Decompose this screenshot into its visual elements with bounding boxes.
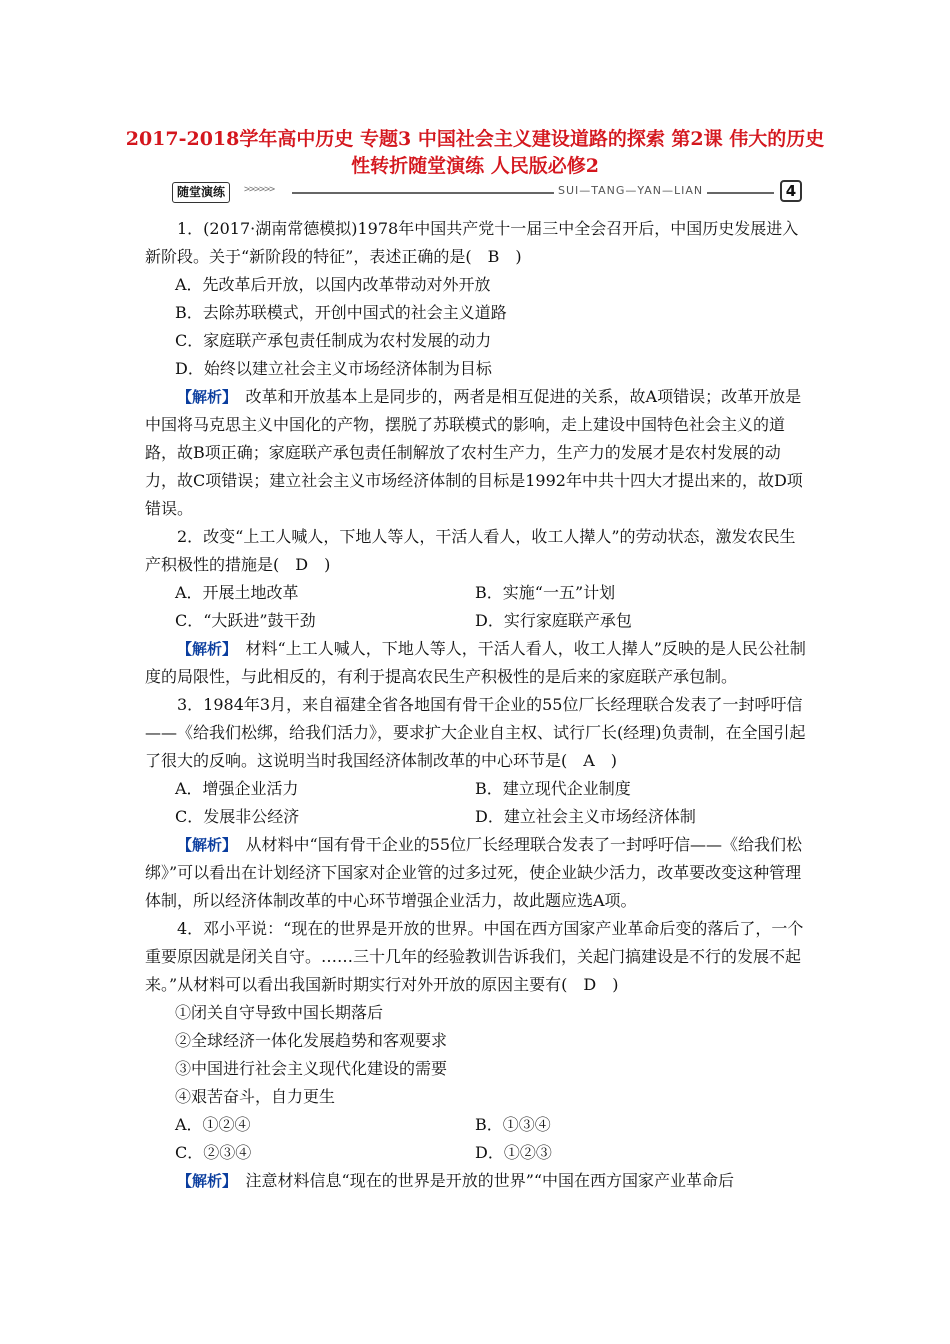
question-2-option-c: C．“大跃进”鼓干劲 [175, 611, 316, 630]
question-3-explanation [145, 831, 810, 915]
question-4-item-1: ①闭关自守导致中国长期落后 [175, 1003, 384, 1022]
question-3-option-a: A．增强企业活力 [175, 779, 299, 798]
section-label: 随堂演练 [172, 182, 230, 203]
question-4-option-c: C．②③④ [175, 1143, 252, 1162]
question-1-explanation [145, 383, 810, 523]
arrows-decoration: >>>>>> [244, 184, 275, 195]
explanation-text: 材料“上工人喊人，下地人等人，干活人看人，收工人撵人”反映的是人民公社制度的局限性，与此相反的，有利于提高农民生产积极性的是后来的家庭联产承包制。 [145, 639, 806, 686]
question-1-stem: 1．(2017·湖南常德模拟)1978年中国共产党十一届三中全会召开后，中国历史发展进入新阶段。关于“新阶段的特征”，表述正确的是( B ) [145, 219, 799, 266]
question-2-options-row-2 [145, 607, 810, 635]
question-2-option-d: D．实行家庭联产承包 [475, 611, 632, 630]
explanation-text: 注意材料信息“现在的世界是开放的世界”“中国在西方国家产业革命后 [229, 1171, 735, 1190]
question-3-options-row-2 [145, 803, 810, 831]
question-4-option-b: B．①③④ [475, 1115, 551, 1134]
question-1-option-c: C．家庭联产承包责任制成为农村发展的动力 [175, 331, 492, 350]
question-list [145, 215, 810, 1195]
explanation-tag: 【解析】 [177, 1172, 230, 1190]
question-2-options-row-1 [145, 579, 810, 607]
section-banner [172, 180, 802, 204]
question-1-option-d: D．始终以建立社会主义市场经济体制为目标 [175, 359, 492, 378]
explanation-tag: 【解析】 [177, 640, 230, 658]
section-number-badge: 4 [780, 180, 802, 202]
explanation-tag: 【解析】 [177, 836, 230, 854]
question-4-options-row-1 [145, 1111, 810, 1139]
question-4-explanation [145, 1167, 810, 1195]
explanation-tag: 【解析】 [177, 388, 230, 406]
question-3-option-d: D．建立社会主义市场经济体制 [475, 807, 696, 826]
question-4-stem: 4．邓小平说：“现在的世界是开放的世界。中国在西方国家产业革命后变的落后了，一个重要原因就是闭关自守。……三十几年的经验教训告诉我们，关起门搞建设是不行的发展不起来。”从材料可以看出我国新时期实行对外开放的原因主要有( D ) [145, 919, 804, 994]
question-1-option-a: A．先改革后开放，以国内改革带动对外开放 [175, 275, 491, 294]
question-3-option-c: C．发展非公经济 [175, 807, 300, 826]
question-3-option-b: B．建立现代企业制度 [475, 779, 631, 798]
section-pinyin: SUI—TANG—YAN—LIAN [554, 184, 707, 197]
question-1-option-b: B．去除苏联模式，开创中国式的社会主义道路 [175, 303, 507, 322]
question-2-option-a: A．开展土地改革 [175, 583, 299, 602]
question-4-option-a: A．①②④ [175, 1115, 251, 1134]
question-2-stem: 2．改变“上工人喊人，下地人等人，干活人看人，收工人撵人”的劳动状态，激发农民生产积极性的措施是( D ) [145, 527, 796, 574]
question-4-options-row-2 [145, 1139, 810, 1167]
explanation-text: 改革和开放基本上是同步的，两者是相互促进的关系，故A项错误；改革开放是中国将马克思主义中国化的产物，摆脱了苏联模式的影响，走上建设中国特色社会主义的道路，故B项正确；家庭联产承包责任制解放了农村生产力，生产力的发展才是农村发展的动力，故C项错误；建立社会主义市场经济体制的目标是1992年中共十四大才提出来的，故D项错误。 [145, 387, 803, 518]
question-4-item-3: ③中国进行社会主义现代化建设的需要 [175, 1059, 448, 1078]
question-3-options-row-1 [145, 775, 810, 803]
explanation-text: 从材料中“国有骨干企业的55位厂长经理联合发表了一封呼吁信——《给我们松绑》”可以看出在计划经济下国家对企业管的过多过死，使企业缺少活力，改革要改变这种管理体制，所以经济体制改革的中心环节增强企业活力，故此题应选A项。 [145, 835, 803, 910]
question-3-stem: 3．1984年3月，来自福建全省各地国有骨干企业的55位厂长经理联合发表了一封呼吁信——《给我们松绑，给我们活力》，要求扩大企业自主权、试行厂长(经理)负责制，在全国引起了很大的反响。这说明当时我国经济体制改革的中心环节是( A ) [145, 695, 806, 770]
question-4-item-2: ②全球经济一体化发展趋势和客观要求 [175, 1031, 448, 1050]
question-2-option-b: B．实施“一五”计划 [475, 583, 616, 602]
question-2-explanation [145, 635, 810, 691]
question-4-item-4: ④艰苦奋斗，自力更生 [175, 1087, 336, 1106]
question-4-option-d: D．①②③ [475, 1143, 552, 1162]
document-title: 2017-2018学年高中历史 专题3 中国社会主义建设道路的探索 第2课 伟大的历史性转折随堂演练 人民版必修2 [125, 128, 825, 177]
